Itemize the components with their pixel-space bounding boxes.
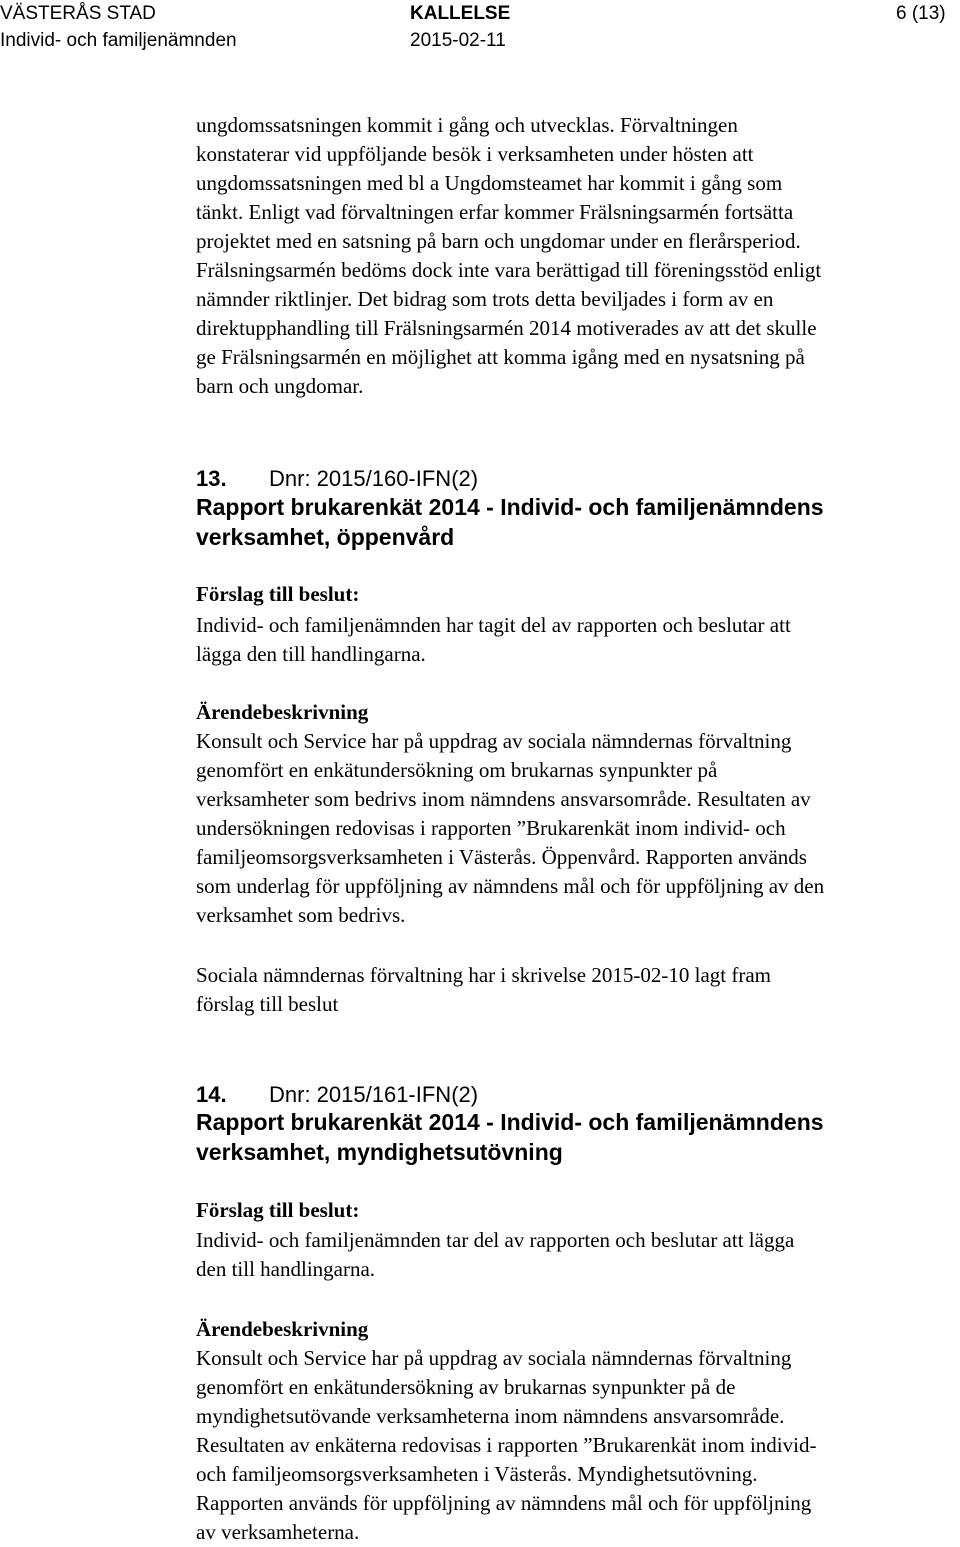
- item-14-description: [196, 1344, 960, 1547]
- title-line: Rapport brukarenkät 2014 - Individ- och familjenämndens: [196, 494, 824, 520]
- text-line: av verksamheterna.: [196, 1520, 360, 1544]
- text-line: och familjeomsorgsverksamheten i Västerås. Myndighetsutövning.: [196, 1462, 758, 1486]
- document-date: 2015-02-11: [410, 30, 506, 51]
- item-13-title: [196, 492, 824, 552]
- text-line: ungdomssatsningen med bl a Ungdomsteamet har kommit i gång som: [196, 171, 783, 195]
- text-line: konstaterar vid uppföljande besök i verksamheten under hösten att: [196, 142, 754, 166]
- page-number: 6 (13): [896, 3, 946, 24]
- text-line: verksamheter som bedrivs inom nämndens ansvarsområde. Resultaten av: [196, 787, 811, 811]
- item-number: 14.: [196, 1082, 227, 1107]
- item-13-description-heading: Ärendebeskrivning: [196, 700, 369, 724]
- text-line: direktupphandling till Frälsningsarmén 2014 motiverades av att det skulle: [196, 316, 817, 340]
- text-line: genomfört en enkätundersökning om brukarnas synpunkter på: [196, 758, 718, 782]
- text-line: Individ- och familjenämnden har tagit del av rapporten och beslutar att: [196, 613, 791, 637]
- text-line: projektet med en satsning på barn och ungdomar under en flerårsperiod.: [196, 229, 801, 253]
- text-line: den till handlingarna.: [196, 1257, 376, 1281]
- text-line: Sociala nämndernas förvaltning har i skrivelse 2015-02-10 lagt fram: [196, 963, 771, 987]
- item-14-description-heading: Ärendebeskrivning: [196, 1317, 369, 1341]
- item-13-description: [196, 727, 960, 930]
- title-line: verksamhet, myndighetsutövning: [196, 1139, 563, 1165]
- intro-paragraph: [196, 111, 960, 401]
- text-line: Rapporten används för uppföljning av nämndens mål och för uppföljning: [196, 1491, 812, 1515]
- title-line: Rapport brukarenkät 2014 - Individ- och familjenämndens: [196, 1109, 824, 1135]
- text-line: tänkt. Enligt vad förvaltningen erfar kommer Frälsningsarmén fortsätta: [196, 200, 794, 224]
- text-line: genomfört en enkätundersökning av brukarnas synpunkter på de: [196, 1375, 736, 1399]
- item-number: 13.: [196, 466, 227, 491]
- document-type: KALLELSE: [410, 3, 511, 24]
- item-14-title: [196, 1107, 824, 1167]
- item-13-proposal: [196, 611, 960, 669]
- organization-name: VÄSTERÅS STAD: [0, 3, 156, 24]
- text-line: familjeomsorgsverksamheten i Västerås. Öppenvård. Rapporten används: [196, 845, 807, 869]
- text-line: ge Frälsningsarmén en möjlighet att komma igång med en nysatsning på: [196, 345, 805, 369]
- text-line: myndighetsutövande verksamheterna inom nämndens ansvarsområde.: [196, 1404, 785, 1428]
- text-line: Individ- och familjenämnden tar del av rapporten och beslutar att lägga: [196, 1228, 795, 1252]
- text-line: barn och ungdomar.: [196, 374, 364, 398]
- text-line: som underlag för uppföljning av nämndens mål och för uppföljning av den: [196, 874, 825, 898]
- item-dnr: Dnr: 2015/161-IFN(2): [269, 1082, 479, 1107]
- text-line: Konsult och Service har på uppdrag av sociala nämndernas förvaltning: [196, 1346, 792, 1370]
- text-line: Resultaten av enkäterna redovisas i rapporten ”Brukarenkät inom individ-: [196, 1433, 817, 1457]
- text-line: nämnder riktlinjer. Det bidrag som trots detta beviljades i form av en: [196, 287, 774, 311]
- text-line: undersökningen redovisas i rapporten ”Brukarenkät inom individ- och: [196, 816, 786, 840]
- title-line: verksamhet, öppenvård: [196, 524, 455, 550]
- text-line: lägga den till handlingarna.: [196, 642, 426, 666]
- text-line: Frälsningsarmén bedöms dock inte vara berättigad till föreningsstöd enligt: [196, 258, 822, 282]
- item-14-heading: [196, 1081, 478, 1109]
- item-13-extra: [196, 961, 960, 1019]
- item-14-proposal-heading: Förslag till beslut:: [196, 1198, 360, 1222]
- item-13-proposal-heading: Förslag till beslut:: [196, 582, 360, 606]
- text-line: verksamhet som bedrivs.: [196, 903, 406, 927]
- text-line: Konsult och Service har på uppdrag av sociala nämndernas förvaltning: [196, 729, 792, 753]
- text-line: förslag till beslut: [196, 992, 339, 1016]
- text-line: ungdomssatsningen kommit i gång och utvecklas. Förvaltningen: [196, 113, 738, 137]
- item-13-heading: [196, 465, 478, 493]
- committee-name: Individ- och familjenämnden: [0, 30, 237, 51]
- item-14-proposal: [196, 1226, 960, 1284]
- item-dnr: Dnr: 2015/160-IFN(2): [269, 466, 479, 491]
